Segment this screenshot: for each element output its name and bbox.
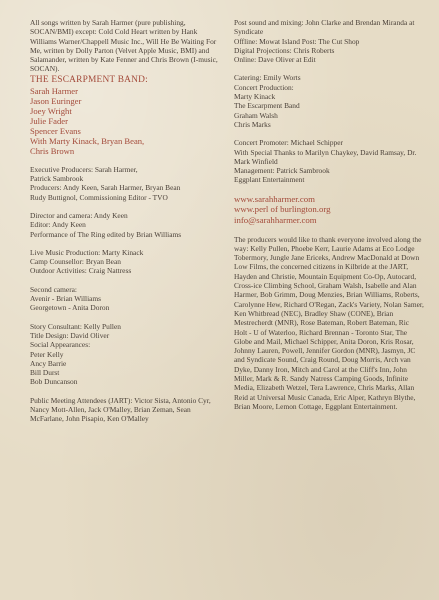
credit-line: Post sound and mixing: John Clarke and Brendan Miranda at Syndicate	[234, 18, 415, 37]
credit-line: Rudy Buttignol, Commissioning Editor - TVO	[30, 192, 168, 202]
post-production-credits	[234, 18, 424, 64]
public-meeting-credit: Public Meeting Attendees (JART): Victor Sista, Antonio Cyr, Nancy Mott-Allen, Jack O'Malley, Brian Zeman, Sean McFarlane, John Pisapio, Ken O'Malley	[30, 395, 211, 424]
web-links	[234, 194, 424, 226]
credit-line: Performance of The Ring edited by Brian Williams	[30, 229, 182, 239]
title-design-credit: Title Design: David Oliver	[30, 330, 110, 340]
credits-left-column	[30, 18, 220, 600]
special-thanks: With Special Thanks to Marilyn Chaykey, David Ramsay, Dr. Mark Winfield	[234, 147, 417, 166]
management-credits	[234, 166, 424, 185]
band-credits	[30, 74, 220, 156]
credit-line: Editor: Andy Keen	[30, 220, 86, 230]
credit-line: Outdoor Activities: Craig Nattress	[30, 266, 132, 276]
credit-line: Georgetown - Anita Doron	[30, 303, 110, 313]
credit-line: Director and camera: Andy Keen	[30, 210, 128, 220]
credit-line: Second camera:	[30, 284, 77, 294]
band-member: Joey Wright	[30, 105, 72, 116]
concert-promoter-credit: Concert Promoter: Michael Schipper	[234, 138, 343, 148]
credit-line: The Escarpment Band	[234, 101, 300, 111]
band-member: Spencer Evans	[30, 125, 81, 136]
camp-credits	[30, 257, 220, 276]
catering-credit: Catering: Emily Worts	[234, 73, 301, 83]
credit-line: Digital Projections: Chris Roberts	[234, 45, 335, 55]
band-member: With Marty Kinack, Bryan Bean,	[30, 135, 145, 146]
credit-line: Graham Walsh	[234, 110, 278, 120]
credit-line: Management: Patrick Sambrook	[234, 166, 330, 176]
live-music-credit: Live Music Production: Marty Kinack	[30, 247, 144, 257]
concert-production-credits	[234, 83, 424, 129]
email-link: info@sarahharmer.com	[234, 214, 317, 225]
credit-line: Camp Counsellor: Bryan Bean	[30, 257, 121, 267]
credit-line: Chris Marks	[234, 119, 271, 129]
credit-line: Producers: Andy Keen, Sarah Harmer, Bryan Bean	[30, 183, 181, 193]
band-member: Jason Euringer	[30, 95, 82, 106]
band-title: THE ESCARPMENT BAND:	[30, 74, 148, 85]
band-member: Sarah Harmer	[30, 85, 78, 96]
credit-line: Patrick Sambrook	[30, 174, 84, 184]
credit-line: Executive Producers: Sarah Harmer,	[30, 164, 138, 174]
credit-line: Online: Dave Oliver at Edit	[234, 55, 316, 65]
band-member: Julie Fader	[30, 115, 68, 126]
band-member: Chris Brown	[30, 145, 75, 156]
credit-line: Eggplant Entertainment	[234, 175, 305, 185]
second-camera-credits	[30, 285, 220, 313]
social-appearances-credits	[30, 340, 220, 386]
credit-line: Offline: Mowat Island Post: The Cut Shop	[234, 36, 360, 46]
credits-right-column	[234, 18, 424, 600]
credit-line: Bob Duncanson	[30, 377, 78, 387]
credit-line: Peter Kelly	[30, 349, 64, 359]
website-link: www.sarahharmer.com	[234, 193, 316, 204]
story-consultant-credit: Story Consultant: Kelly Pullen	[30, 321, 121, 331]
crew-credits	[30, 211, 220, 239]
website-link: www.perl of burlington.org	[234, 204, 331, 215]
credit-line: Concert Production:	[234, 82, 294, 92]
credit-line: Bill Durst	[30, 368, 60, 378]
credit-line: Marty Kinack	[234, 92, 276, 102]
producers-thanks: The producers would like to thank everyone involved along the way: Kelly Pullen, Phoebe Kerr, Laurie Adams at Eco Lodge Tobermory, Jungle Jane Ericeks, Andrew MacDonald at Down Low Films, the concerned citizens in Kilbride at the JART, Hayden and Christie, Mountain Equipment Co-Op, Autocard, Cross-ice Climbing School, Graham Walsh, Isabelle and Alan Harmer, Bob Grimm, Doug Menzies, Brian Williams, Roberts, Carolynne Hew, Richard O'Regan, Zack's Variety, Nolan Samer, Ken Whitbread (NEC), Bradley Shaw (CONE), Brian Mestrecherdt (MNR), Rose Bateman, Robert Bateman, Ric Holt - U of Waterloo, Richard Brennan - Toronto Star, The Globe and Mail, Michael Schipper, Anita Doron, Kris Rosar, Johnny Lauren, Powell, Jennifer Gordon (MNR), Jasmyn, JC and Syndicate Sound, Craig Round, Doug Morris, Arch van Dyke, Danny Iron, Mitch and Carol at the Cliff's Inn, John Miller, Mark & R. Sandy Natress Camping Goods, Infinite Media, Elizabeth Wetzel, Tera Lawrence, Chris Marks, Allan Reid at Universal Music Canada, Eric Alper, Kathryn Blythe, Brian Moore, Lemon Cottage, Eggplant Entertainment.	[234, 234, 424, 411]
credit-line: Ancy Barrie	[30, 358, 67, 368]
producers-credits	[30, 165, 220, 202]
songs-credit: All songs written by Sarah Harmer (pure publishing, SOCAN/BMI) except: Cold Cold Heart written by Hank Williams Warner/Chappell Music Inc., Will He Be Waiting For Me, written by Dolly Parton (Velvet Apple Music, BMI) and Salamander, written by Kate Fenner and Chris Brown (I-music, SOCAN).	[30, 18, 218, 74]
credit-line: Avenir - Brian Williams	[30, 294, 102, 304]
credit-line: Social Appearances:	[30, 340, 91, 350]
